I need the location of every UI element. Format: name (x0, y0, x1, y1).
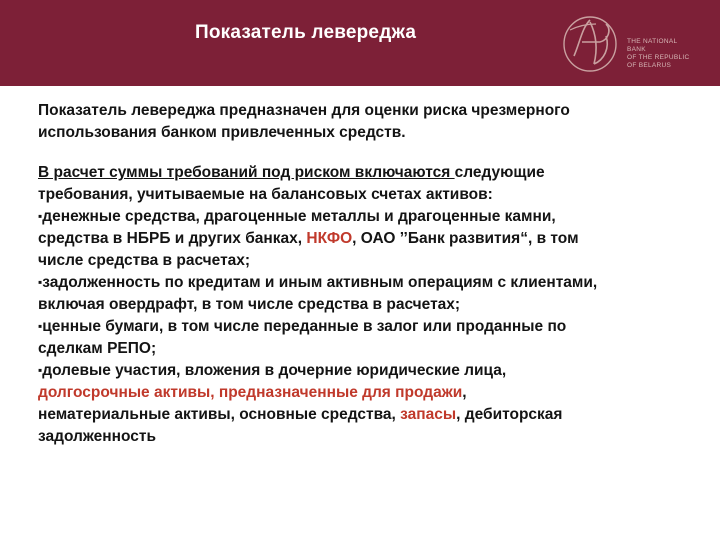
national-bank-logo (560, 12, 710, 76)
requirements-paragraph (38, 162, 698, 448)
logo-line: OF BELARUS (627, 62, 672, 69)
bullet-item (38, 360, 698, 382)
slide-body (38, 100, 698, 448)
title-banner (0, 0, 720, 86)
text-span: задолженность по кредитам и иным активным операциям с клиентами, (42, 274, 598, 291)
bullet-item (38, 316, 698, 338)
text-line (38, 404, 698, 426)
bullet-icon: ▪ (38, 363, 43, 377)
text-line: сделкам РЕПО; (38, 340, 157, 357)
text-span: , ОАО ’’Банк развития“, в том (352, 230, 579, 247)
text-span: ценные бумаги, в том числе переданные в залог или проданные по (42, 318, 567, 335)
text-line: использования банком привлеченных средств. (38, 124, 406, 141)
text-line (38, 382, 698, 404)
logo-line: THE NATIONAL (627, 38, 678, 45)
text-line: Показатель левереджа предназначен для оценки риска чрезмерного (38, 102, 570, 119)
highlighted-term: НКФО (306, 230, 353, 247)
bullet-item (38, 272, 698, 294)
nbrb-monogram-icon (560, 12, 624, 76)
underlined-lead: В расчет суммы требований под риском включаются (38, 164, 455, 181)
page-title: Показатель левереджа (195, 22, 417, 43)
text-span: , дебиторская (456, 406, 563, 423)
text-line: включая овердрафт, в том числе средства в расчетах; (38, 296, 461, 313)
bullet-icon: ▪ (38, 275, 43, 289)
text-span: следующие (454, 164, 545, 181)
text-span: , (462, 384, 467, 401)
text-line (38, 162, 698, 184)
text-span: нематериальные активы, основные средства, (38, 406, 401, 423)
highlighted-term: долгосрочные активы, предназначенные для продажи (38, 384, 463, 401)
logo-line: OF THE REPUBLIC (627, 54, 690, 61)
text-span: долевые участия, вложения в дочерние юридические лица, (42, 362, 507, 379)
logo-line: BANK (627, 46, 646, 53)
bullet-icon: ▪ (38, 209, 43, 223)
bullet-icon: ▪ (38, 319, 43, 333)
bullet-item (38, 206, 698, 228)
text-line (38, 228, 698, 250)
text-span: денежные средства, драгоценные металлы и драгоценные камни, (42, 208, 556, 225)
text-line: требования, учитываемые на балансовых счетах активов: (38, 186, 493, 203)
intro-paragraph (38, 100, 698, 144)
highlighted-term: запасы (400, 406, 457, 423)
text-line: задолженность (38, 428, 157, 445)
text-span: средства в НБРБ и других банках, (38, 230, 307, 247)
logo-wordmark (627, 38, 690, 70)
text-line: числе средства в расчетах; (38, 252, 251, 269)
